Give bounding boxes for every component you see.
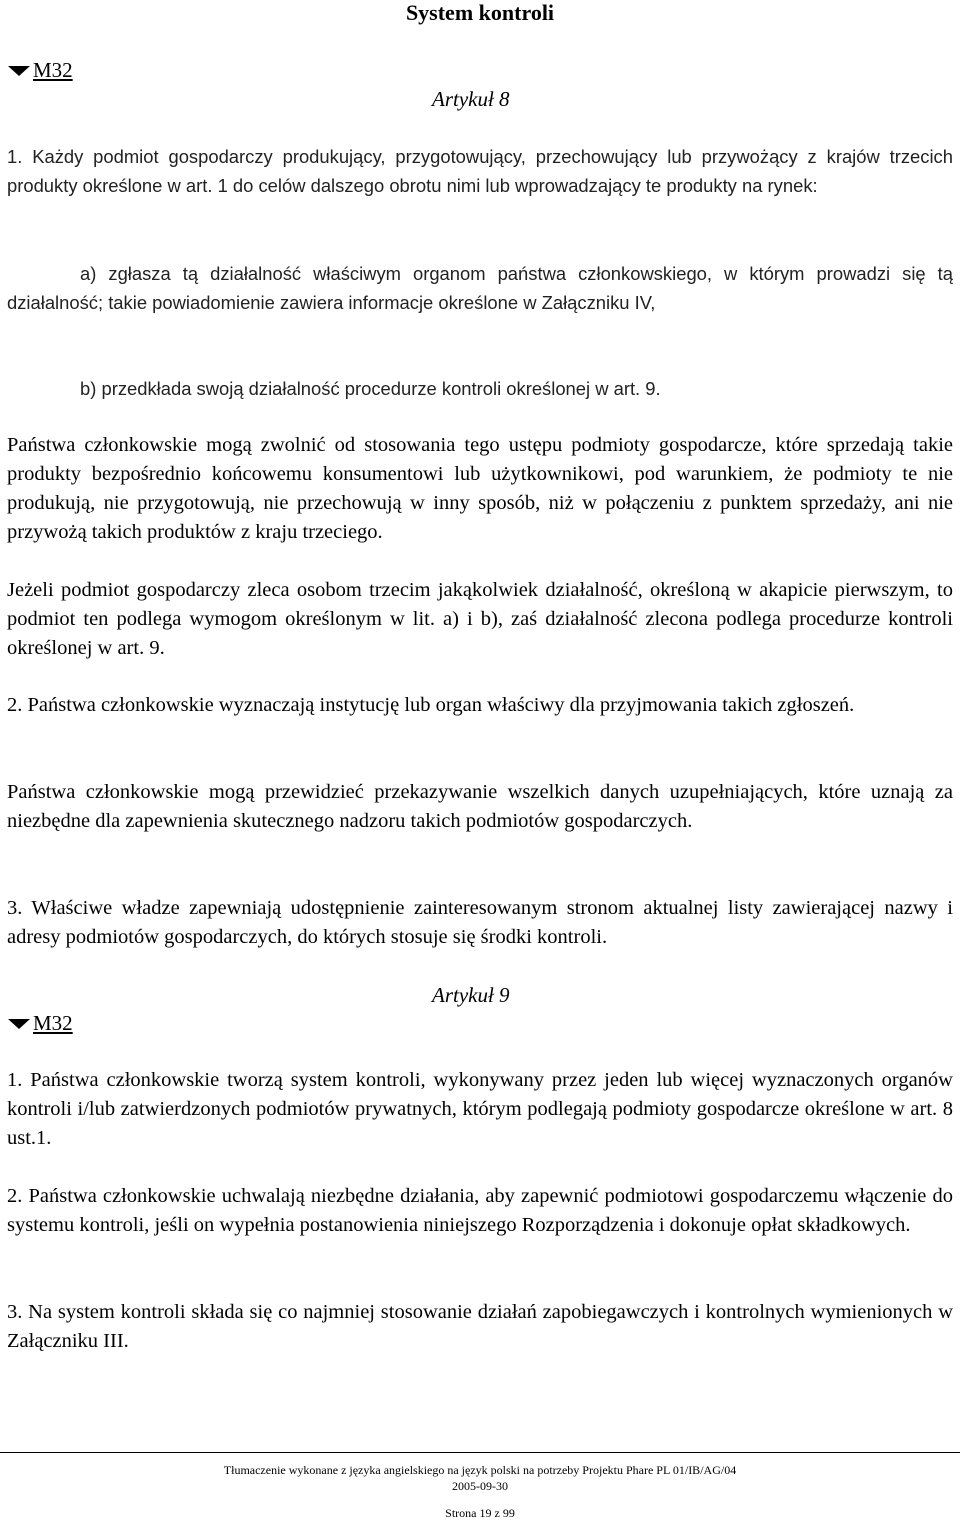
art8-paragraph-third-parties: Jeżeli podmiot gospodarczy zleca osobom trzecim jakąkolwiek działalność, określoną w akapicie pierwszym, to podmiot ten podlega wymogom określonym w lit. a) i b), zaś działalność zlecona podlega procedurze kontroli określonej w art. 9. [7,579,953,659]
amendment-marker-m32-second[interactable] [8,1010,73,1036]
art8-paragraph-2: 2. Państwa członkowskie wyznaczają instytucję lub organ właściwy dla przyjmowania takich zgłoszeń. [7,694,855,716]
footer-date: 2005-09-30 [452,1479,508,1493]
art8-paragraph-1: 1. Każdy podmiot gospodarczy produkujący, przygotowujący, przechowujący lub przywożący z krajów trzecich produkty określone w art. 1 do celów dalszego obrotu nimi lub wprowadzający te produkty na rynek: [7,146,953,196]
footer-page-number: Strona 19 z 99 [445,1506,515,1520]
art8-paragraph-3: 3. Właściwe władze zapewniają udostępnienie zainteresowanym stronom aktualnej listy zawierającej nazwy i adresy podmiotów gospodarczych, do których stosuje się środki kontroli. [7,897,953,948]
article-8-heading: Artykuł 8 [432,87,510,111]
art8-point-a: a) zgłasza tą działalność właściwym organom państwa członkowskiego, w którym prowadzi się tą działalność; takie powiadomienie zawiera informacje określone w Załączniku IV, [7,263,953,313]
page-title: System kontroli [405,0,555,25]
collapse-triangle-icon [8,66,30,76]
article-9-heading: Artykuł 9 [432,983,510,1007]
art8-paragraph-additional-data: Państwa członkowskie mogą przewidzieć przekazywanie wszelkich danych uzupełniających, które uznają za niezbędne dla zapewnienia skutecznego nadzoru takich podmiotów gospodarczych. [7,781,953,832]
art9-paragraph-2: 2. Państwa członkowskie uchwalają niezbędne działania, aby zapewnić podmiotowi gospodarczemu włączenie do systemu kontroli, jeśli on wypełnia postanowienia niniejszego Rozporządzenia i dokonuje opłat składkowych. [7,1185,953,1236]
art9-paragraph-1: 1. Państwa członkowskie tworzą system kontroli, wykonywany przez jeden lub więcej wyznaczonych organów kontroli i/lub zatwierdzonych podmiotów prywatnych, którym podlegają podmioty gospodarcze określone w art. 8 ust.1. [7,1069,953,1149]
footer-divider [0,1452,960,1453]
art9-paragraph-3: 3. Na system kontroli składa się co najmniej stosowanie działań zapobiegawczych i kontrolnych wymienionych w Załączniku III. [7,1301,953,1352]
amendment-marker-label[interactable]: M32 [33,58,73,82]
amendment-marker-m32[interactable] [8,57,73,83]
collapse-triangle-icon [8,1019,30,1029]
art8-point-b: b) przedkłada swoją działalność procedurze kontroli określonej w art. 9. [80,378,661,399]
footer-translation-note: Tłumaczenie wykonane z języka angielskiego na język polski na potrzeby Projektu Phare PL 01/IB/AG/04 [223,1463,737,1477]
amendment-marker-label[interactable]: M32 [33,1011,73,1035]
art8-paragraph-exemption: Państwa członkowskie mogą zwolnić od stosowania tego ustępu podmioty gospodarcze, które sprzedają takie produkty bezpośrednio końcowemu konsumentowi lub użytkownikowi, pod warunkiem, że podmioty te nie produkują, nie przygotowują, nie przechowują w inny sposób, niż w połączeniu z punktem sprzedaży, ani nie przywożą takich produktów z kraju trzeciego. [7,434,953,543]
